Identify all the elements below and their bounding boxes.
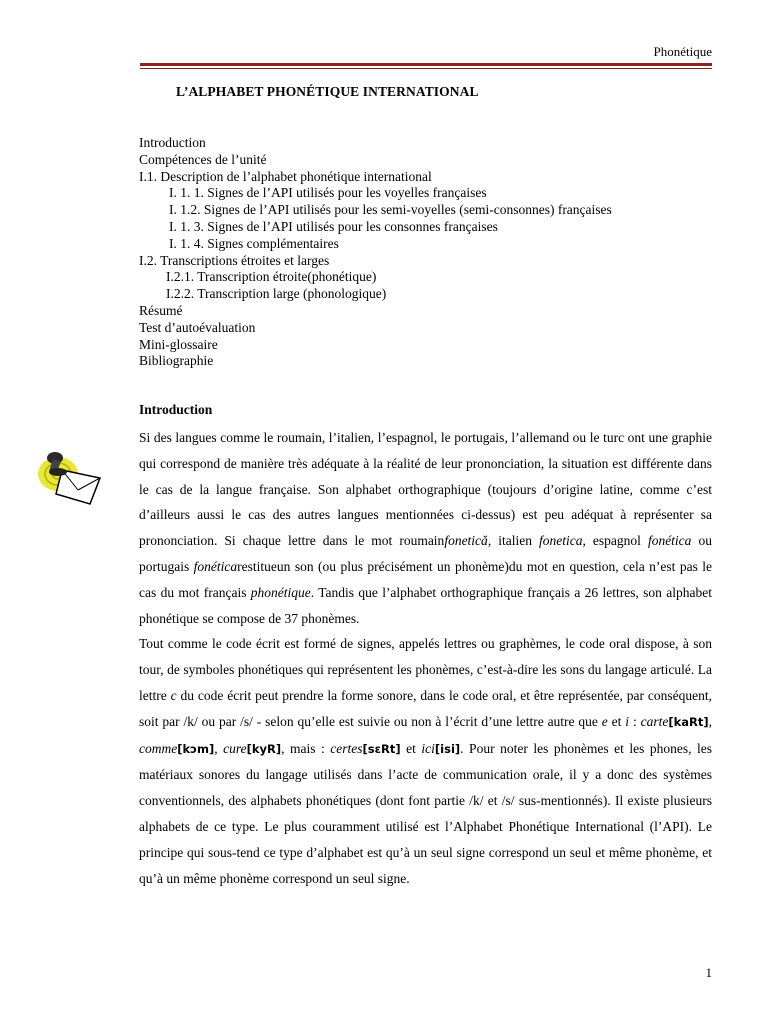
paragraph: Tout comme le code écrit est formé de signes, appelés lettres ou graphèmes, le code oral dispose, à son tour, de symboles phonétiques qui représentent les phonèmes, c’est-à-dire les sons du langage articulé. La lettre c du code écrit peut prendre la forme sonore, dans le code oral, et être représentée, par conséquent, soit par /k/ ou par /s/ - selon qu’elle est suivie ou non à l’écrit d’une lettre autre que e et i : carte[kaRt], comme[kɔm], cure[kyR], mais : certes[sɛRt] et ici[isi]. Pour noter les phonèmes et les phones, les matériaux sonores du langage utilisés dans l’acte de communication orale, il y a donc des systèmes conventionnels, des alphabets phonétiques (dont font partie /k/ et /s/ sus-mentionnés). Il existe plusieurs alphabets de ce type. Le plus couramment utilisé est l’Alphabet Phonétique International (l’API). Le principe qui sous-tend ce type d’alphabet est qu’à un seul signe correspond un seul et même phonème, et qu’à un même phonème correspond un seul signe. <box>139 636 712 886</box>
ipa-transcription: [sɛRt] <box>362 741 401 756</box>
example-word: comme <box>139 740 178 756</box>
page-number: 1 <box>705 965 712 980</box>
toc-item: Compétences de l’unité <box>139 151 267 167</box>
toc-item: I.2. Transcriptions étroites et larges <box>139 252 330 268</box>
example-word: carte <box>640 713 669 729</box>
header-rule-thick <box>140 63 712 66</box>
toc-item: Mini-glossaire <box>139 336 218 352</box>
example-word: phonétique <box>250 584 311 600</box>
toc-item: I.2.2. Transcription large (phonologique) <box>166 286 387 302</box>
paragraph: Si des langues comme le roumain, l’italien, l’espagnol, le portugais, l’allemand ou le turc ont une graphie qui correspond de manière très adéquate à la réalité de leur prononciation, la situation est différente dans le cas de la langue française. Son alphabet orthographique (toujours d’origine latine, comme c’est d’ailleurs aussi le cas des autres langues mentionnées ci-dessus) est peu adéquat à représenter sa prononciation. Si chaque lettre dans le mot roumainfonetică, italien fonetica, espagnol fonética ou portugais fonéticarestitueun son (ou plus précisément un phonème)du mot en question, cela n’est pas le cas du mot français phonétique. Tandis que l’alphabet orthographique français a 26 lettres, son alphabet phonétique se compose de 37 phonèmes. <box>139 430 712 626</box>
section-heading: Introduction <box>139 402 213 417</box>
running-header: Phonétique <box>653 44 712 59</box>
example-word: fonetica <box>539 533 583 549</box>
example-word: cure <box>223 740 247 756</box>
toc-item: I. 1. 1. Signes de l’API utilisés pour les voyelles françaises <box>169 185 487 201</box>
header-rule-thin <box>140 68 712 69</box>
ipa-transcription: [kɔm] <box>177 741 215 756</box>
toc-item: Résumé <box>139 302 183 318</box>
ipa-transcription: [kaRt] <box>668 714 709 729</box>
toc-item: Introduction <box>139 135 206 150</box>
toc-item: Bibliographie <box>139 353 214 369</box>
body-text <box>139 425 712 891</box>
example-word: certes <box>330 740 363 756</box>
toc-item: I. 1. 4. Signes complémentaires <box>169 235 339 251</box>
ipa-transcription: [isi] <box>434 741 461 756</box>
pushpin-note-icon <box>34 448 106 510</box>
toc-item: I. 1. 3. Signes de l’API utilisés pour les consonnes françaises <box>169 218 498 234</box>
document-title: L’ALPHABET PHONÉTIQUE INTERNATIONAL <box>176 84 479 99</box>
toc-item: Test d’autoévaluation <box>139 319 256 335</box>
toc-item: I.2.1. Transcription étroite(phonétique) <box>166 269 377 285</box>
example-word: fonética <box>193 558 238 574</box>
table-of-contents <box>139 135 612 370</box>
toc-item: I. 1.2. Signes de l’API utilisés pour les semi-voyelles (semi-consonnes) françaises <box>169 202 612 218</box>
ipa-transcription: [kyR] <box>246 741 282 756</box>
example-word: fonética <box>647 533 692 549</box>
toc-item: I.1. Description de l’alphabet phonétique international <box>139 168 432 184</box>
example-word: fonetică <box>444 533 488 549</box>
example-word: ici <box>421 740 435 756</box>
